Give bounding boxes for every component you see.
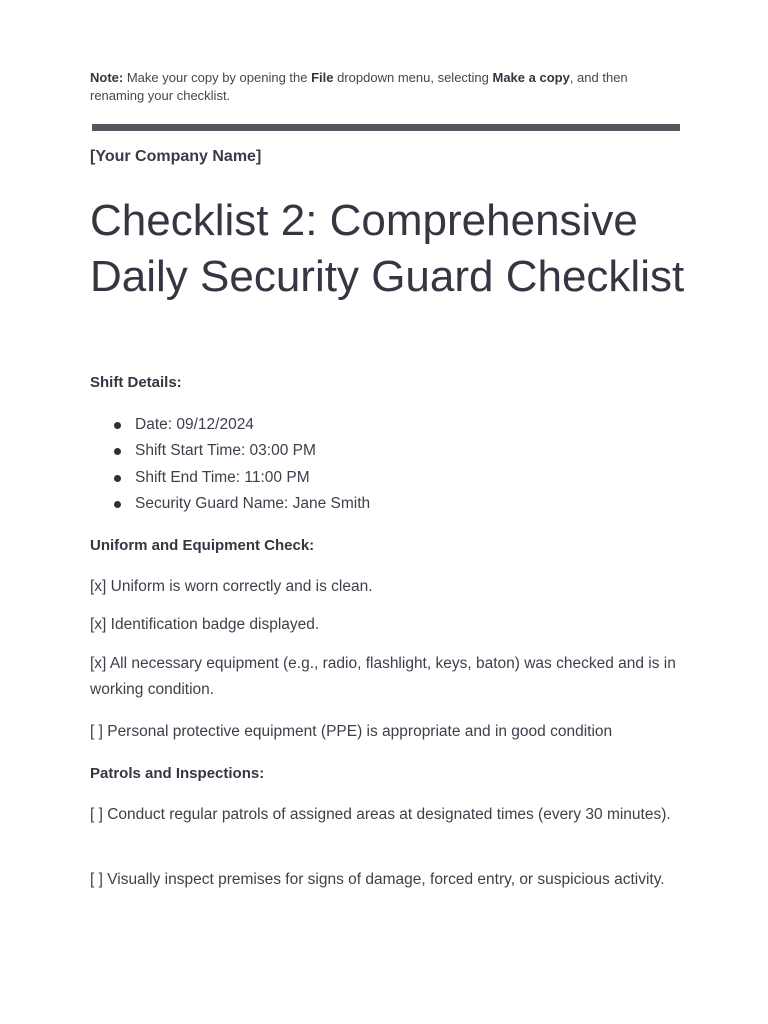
note-text-2: dropdown menu, selecting bbox=[333, 70, 493, 85]
note-make-copy: Make a copy bbox=[492, 70, 570, 85]
page-title: Checklist 2: Comprehensive Daily Security Guard Checklist bbox=[90, 196, 685, 301]
list-item: Date: 09/12/2024 bbox=[90, 412, 370, 438]
checklist-item: [x] Uniform is worn correctly and is clean. bbox=[90, 578, 373, 595]
list-item: Security Guard Name: Jane Smith bbox=[90, 491, 370, 517]
checklist-item: [ ] Conduct regular patrols of assigned areas at designated times (every 30 minutes). bbox=[90, 806, 671, 823]
checklist-item: [x] All necessary equipment (e.g., radio, flashlight, keys, baton) was checked and is in working condition. bbox=[90, 655, 676, 698]
shift-details-heading: Shift Details: bbox=[90, 374, 182, 391]
uniform-heading: Uniform and Equipment Check: bbox=[90, 537, 315, 554]
shift-details-list bbox=[90, 412, 370, 517]
patrols-heading: Patrols and Inspections: bbox=[90, 765, 265, 782]
checklist-item: [x] Identification badge displayed. bbox=[90, 616, 320, 633]
copy-note bbox=[90, 69, 680, 105]
company-name: [Your Company Name] bbox=[90, 148, 262, 165]
checklist-item: [ ] Personal protective equipment (PPE) is appropriate and in good condition bbox=[90, 723, 613, 740]
note-text-3: , and then renaming your checklist. bbox=[90, 70, 628, 103]
list-item: Shift Start Time: 03:00 PM bbox=[90, 438, 370, 464]
list-item: Shift End Time: 11:00 PM bbox=[90, 465, 370, 491]
note-label: Note: bbox=[90, 70, 124, 85]
note-file: File bbox=[311, 70, 334, 85]
note-text-1: Make your copy by opening the bbox=[123, 70, 312, 85]
divider-rule bbox=[92, 124, 680, 131]
checklist-item: [ ] Visually inspect premises for signs of damage, forced entry, or suspicious activity. bbox=[90, 871, 665, 888]
